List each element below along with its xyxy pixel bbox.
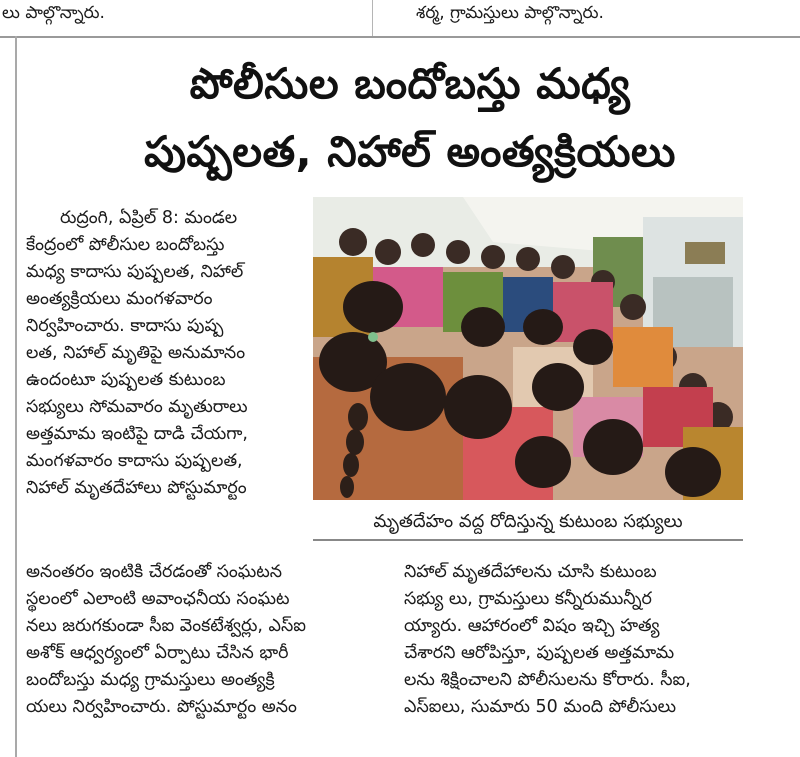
article-line: అనంతరం ఇంటికి చేరడంతో సంఘటన bbox=[26, 562, 283, 582]
article-line: యలు నిర్వహించారు. పోస్టుమార్టం అనం bbox=[26, 697, 297, 717]
article-line: య్యారు. ఆహారంలో విషం ఇచ్చి హత్య bbox=[404, 616, 660, 636]
headline-line-1: పోలీసుల బందోబస్తు మధ్య bbox=[189, 59, 631, 108]
article-line: నిహాల్ మృతదేహాలు పోస్టుమార్టం bbox=[26, 478, 247, 498]
article-line: లను శిక్షించాలని పోలీసులను కోరారు. సీఐ, bbox=[404, 670, 691, 690]
article-line: బందోబస్తు మధ్య గ్రామస్తులు అంత్యక్రి bbox=[26, 670, 275, 690]
article-line: నిర్వహించారు. కాదాసు పుష్ప bbox=[26, 316, 224, 336]
photo-caption: మృతదేహం వద్ద రోదిస్తున్న కుటుంబ సభ్యులు bbox=[313, 505, 743, 541]
article-line: మధ్య కాదాసు పుష్పలత, నిహాల్ bbox=[26, 262, 244, 282]
headline-line-2: పుష్పలత, నిహాల్ అంత్యక్రియలు bbox=[144, 127, 676, 176]
article-line: అశోక్ ఆధ్వర్యంలో ఏర్పాటు చేసిన భారీ bbox=[26, 643, 289, 663]
previous-article-right-text: శర్మ, గ్రామస్తులు పాల్గొన్నారు. bbox=[416, 3, 604, 23]
article-line: అత్తమామ ఇంటిపై దాడి చేయగా, bbox=[26, 424, 248, 444]
article-line: చేశారని ఆరోపిస్తూ, పుష్పలత అత్తమామ bbox=[404, 643, 675, 663]
article-column-1-top bbox=[26, 205, 306, 502]
news-photo bbox=[313, 197, 743, 500]
previous-article-left-text: లు పాల్గొన్నారు. bbox=[2, 3, 105, 23]
article-column-1-bottom bbox=[26, 559, 396, 721]
left-column-rule bbox=[15, 36, 17, 757]
article-line: నిహాల్ మృతదేహాలను చూసి కుటుంబ bbox=[404, 562, 657, 582]
article-column-2-bottom bbox=[404, 559, 754, 721]
article-line: లత, నిహాల్ మృతిపై అనుమానం bbox=[26, 343, 246, 363]
column-divider bbox=[372, 0, 373, 36]
article-line: నలు జరుగకుండా సీఐ వెంకటేశ్వర్లు, ఎస్ఐ bbox=[26, 616, 306, 636]
article-line: ఉందంటూ పుష్పలత కుటుంబ bbox=[26, 370, 226, 390]
previous-article-strip bbox=[0, 0, 800, 38]
article-line: ఎస్ఐలు, సుమారు 50 మంది పోలీసులు bbox=[404, 697, 677, 717]
article-line: మంగళవారం కాదాసు పుష్పలత, bbox=[26, 451, 243, 471]
article-line: రుద్రంగి, ఏప్రిల్ 8: మండల bbox=[60, 208, 238, 228]
article-line: అంత్యక్రియలు మంగళవారం bbox=[26, 289, 213, 309]
article-line: స్థలంలో ఎలాంటి అవాంఛనీయ సంఘట bbox=[26, 589, 290, 609]
article-line: కేంద్రంలో పోలీసుల బందోబస్తు bbox=[26, 235, 225, 255]
article-line: సభ్యులు సోమవారం మృతురాలు bbox=[26, 397, 248, 417]
headline bbox=[20, 50, 800, 186]
article-line: సభ్యు లు, గ్రామస్తులు కన్నీరుమున్నీర bbox=[404, 589, 652, 609]
